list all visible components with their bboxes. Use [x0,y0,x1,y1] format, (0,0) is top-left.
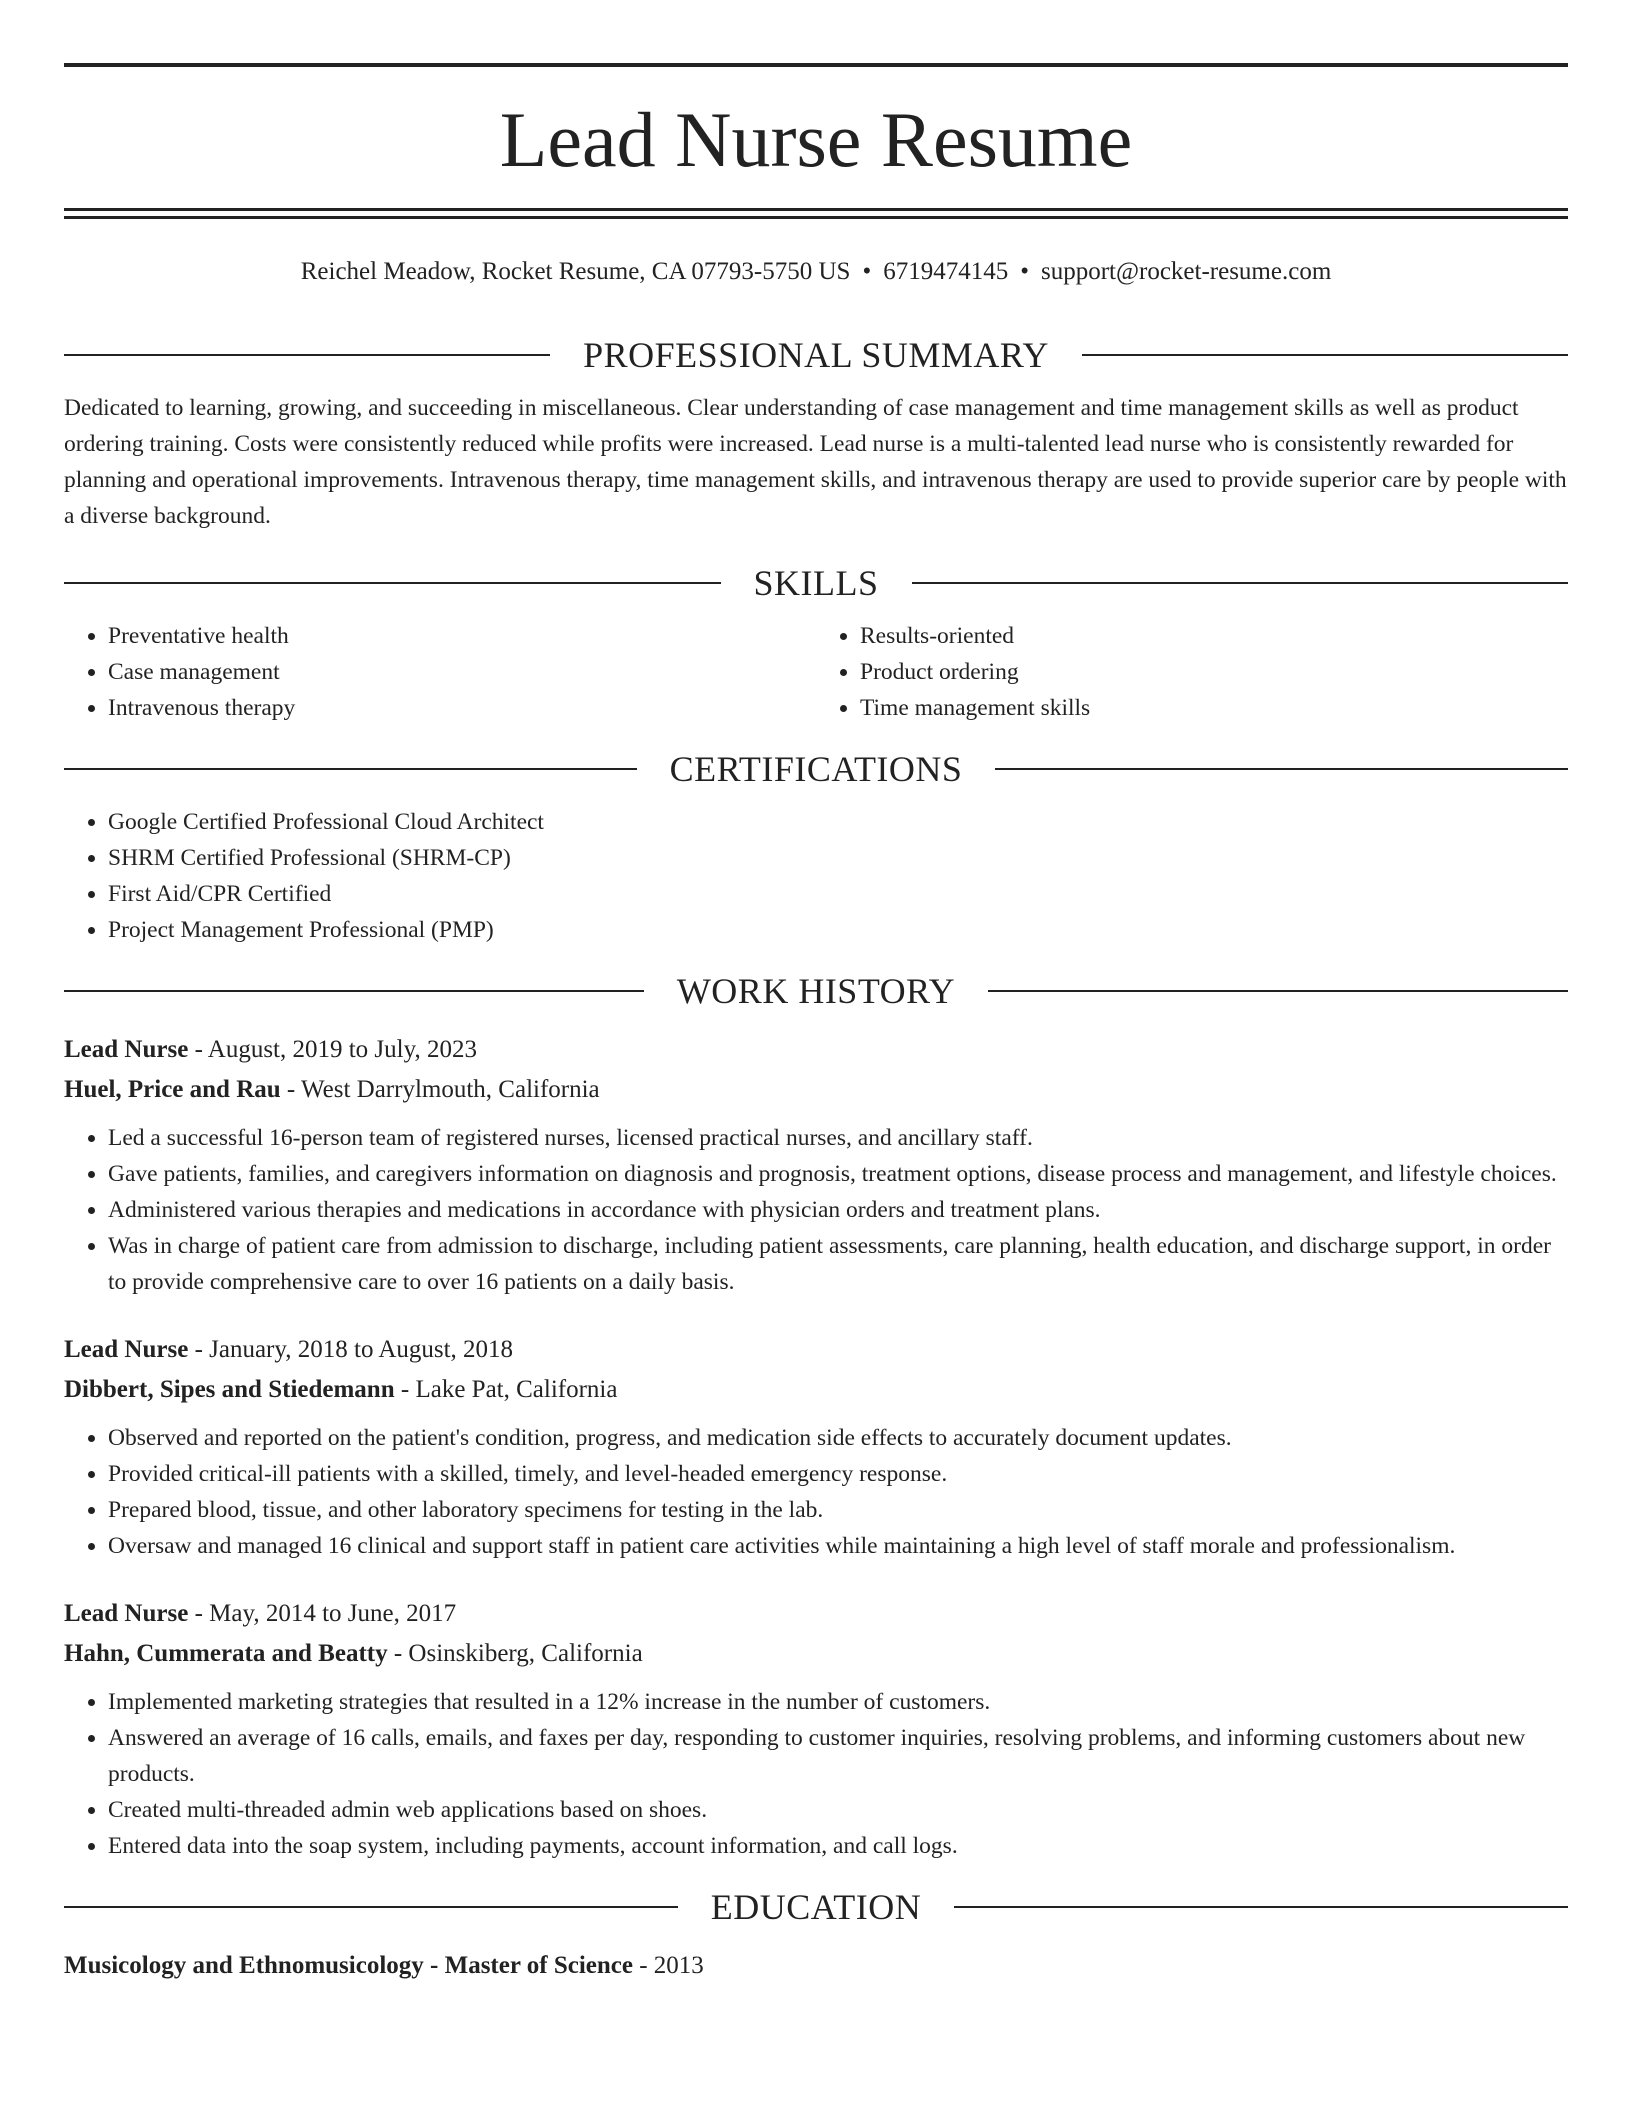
certification-item: • Project Management Professional (PMP) [108,912,1568,948]
job-bullet: • Was in charge of patient care from admission to discharge, including patient assessments, care planning, health education, and discharge support, in order to provide comprehensive care to over 16 patients on a daily basis. [108,1228,1568,1300]
job-bullet: • Led a successful 16-person team of registered nurses, licensed practical nurses, and ancillary staff. [108,1120,1568,1156]
resume-content [64,330,1568,1986]
job-title: Lead Nurse [64,1336,189,1363]
section-heading-skills [64,558,1568,608]
contact-separator: • [1020,258,1029,285]
certification-item: • SHRM Certified Professional (SHRM-CP) [108,840,1568,876]
section-title: SKILLS [753,563,879,603]
job-dates: - January, 2018 to August, 2018 [188,1336,514,1363]
contact-phone: 6719474145 [883,258,1009,285]
job-bullet: • Answered an average of 16 calls, emails, and faxes per day, responding to customer inquiries, resolving problems, and informing customers about new products. [108,1720,1568,1792]
job-title-line [64,1594,1568,1634]
education-degree: Musicology and Ethnomusicology - Master of Science [64,1952,633,1979]
job-company-line [64,1370,1568,1410]
job-company: Hahn, Cummerata and Beatty [64,1640,388,1667]
job-bullet: • Prepared blood, tissue, and other laboratory specimens for testing in the lab. [108,1492,1568,1528]
job-location: - West Darrylmouth, California [280,1076,600,1103]
job-bullet: • Implemented marketing strategies that resulted in a 12% increase in the number of customers. [108,1684,1568,1720]
skill-item: • Intravenous therapy [108,690,816,726]
section-heading-certifications [64,744,1568,794]
education-entry [64,1946,1568,1986]
contact-separator: • [862,258,872,285]
section-heading-education [64,1882,1568,1932]
job-bullet: • Provided critical-ill patients with a skilled, timely, and level-headed emergency response. [108,1456,1568,1492]
job-bullets [64,1420,1568,1564]
skills-list [64,618,1568,726]
job-dates: - May, 2014 to June, 2017 [188,1600,457,1627]
job-bullet: • Administered various therapies and medications in accordance with physician orders and treatment plans. [108,1192,1568,1228]
job-bullets [64,1120,1568,1300]
section-title: CERTIFICATIONS [669,749,963,789]
heading-rule [1082,354,1568,356]
heading-rule [995,768,1568,770]
certification-item: • First Aid/CPR Certified [108,876,1568,912]
section-title: PROFESSIONAL SUMMARY [583,335,1049,375]
skills-column-right [816,618,1568,726]
job-dates: - August, 2019 to July, 2023 [188,1036,477,1063]
heading-rule [988,990,1568,992]
education-year: - 2013 [632,1952,704,1979]
skill-item: • Results-oriented [860,618,1568,654]
job-title-line [64,1030,1568,1070]
job-bullet: • Created multi-threaded admin web applications based on shoes. [108,1792,1568,1828]
skill-item: • Preventative health [108,618,816,654]
heading-rule [64,354,550,356]
heading-rule [64,990,644,992]
job-title: Lead Nurse [64,1600,189,1627]
certification-item: • Google Certified Professional Cloud Architect [108,804,1568,840]
skill-item: • Time management skills [860,690,1568,726]
job-entry [64,1330,1568,1564]
contact-email: support@rocket-resume.com [1040,258,1332,285]
skill-item: • Product ordering [860,654,1568,690]
skill-item: • Case management [108,654,816,690]
job-title-line [64,1330,1568,1370]
skills-column-left [64,618,816,726]
heading-rule [64,582,721,584]
heading-rule [64,1906,678,1908]
job-location: - Osinskiberg, California [387,1640,643,1667]
section-title: WORK HISTORY [676,971,956,1011]
job-company: Huel, Price and Rau [64,1076,281,1103]
contact-line [64,256,1568,288]
job-entry [64,1594,1568,1864]
job-company-line [64,1070,1568,1110]
section-heading-work-history [64,966,1568,1016]
certifications-list [64,804,1568,948]
contact-address: Reichel Meadow, Rocket Resume, CA 07793-5750 US [300,258,851,285]
job-bullet: • Oversaw and managed 16 clinical and support staff in patient care activities while maintaining a high level of staff morale and professionalism. [108,1528,1568,1564]
job-title: Lead Nurse [64,1036,189,1063]
top-rule [64,63,1568,67]
title-rule-upper [64,208,1568,211]
summary-text: Dedicated to learning, growing, and succeeding in miscellaneous. Clear understanding of case management and time management skills as well as product ordering training. Costs were consistently reduced while profits were increased. Lead nurse is a multi-talented lead nurse who is consistently rewarded for planning and operational improvements. Intravenous therapy, time management skills, and intravenous therapy are used to provide superior care by people with a diverse background. [64,395,1567,529]
job-bullet: • Gave patients, families, and caregivers information on diagnosis and prognosis, treatment options, disease process and management, and lifestyle choices. [108,1156,1568,1192]
heading-rule [954,1906,1568,1908]
job-company: Dibbert, Sipes and Stiedemann [64,1376,395,1403]
heading-rule [64,768,637,770]
job-location: - Lake Pat, California [394,1376,618,1403]
title-rule-lower [64,216,1568,219]
job-bullet: • Observed and reported on the patient's condition, progress, and medication side effects to accurately document updates. [108,1420,1568,1456]
job-bullets [64,1684,1568,1864]
job-bullet: • Entered data into the soap system, including payments, account information, and call logs. [108,1828,1568,1864]
job-entry [64,1030,1568,1300]
job-company-line [64,1634,1568,1674]
section-heading-summary [64,330,1568,380]
resume-title: Lead Nurse Resume [499,96,1133,183]
heading-rule [912,582,1569,584]
section-title: EDUCATION [710,1887,922,1927]
